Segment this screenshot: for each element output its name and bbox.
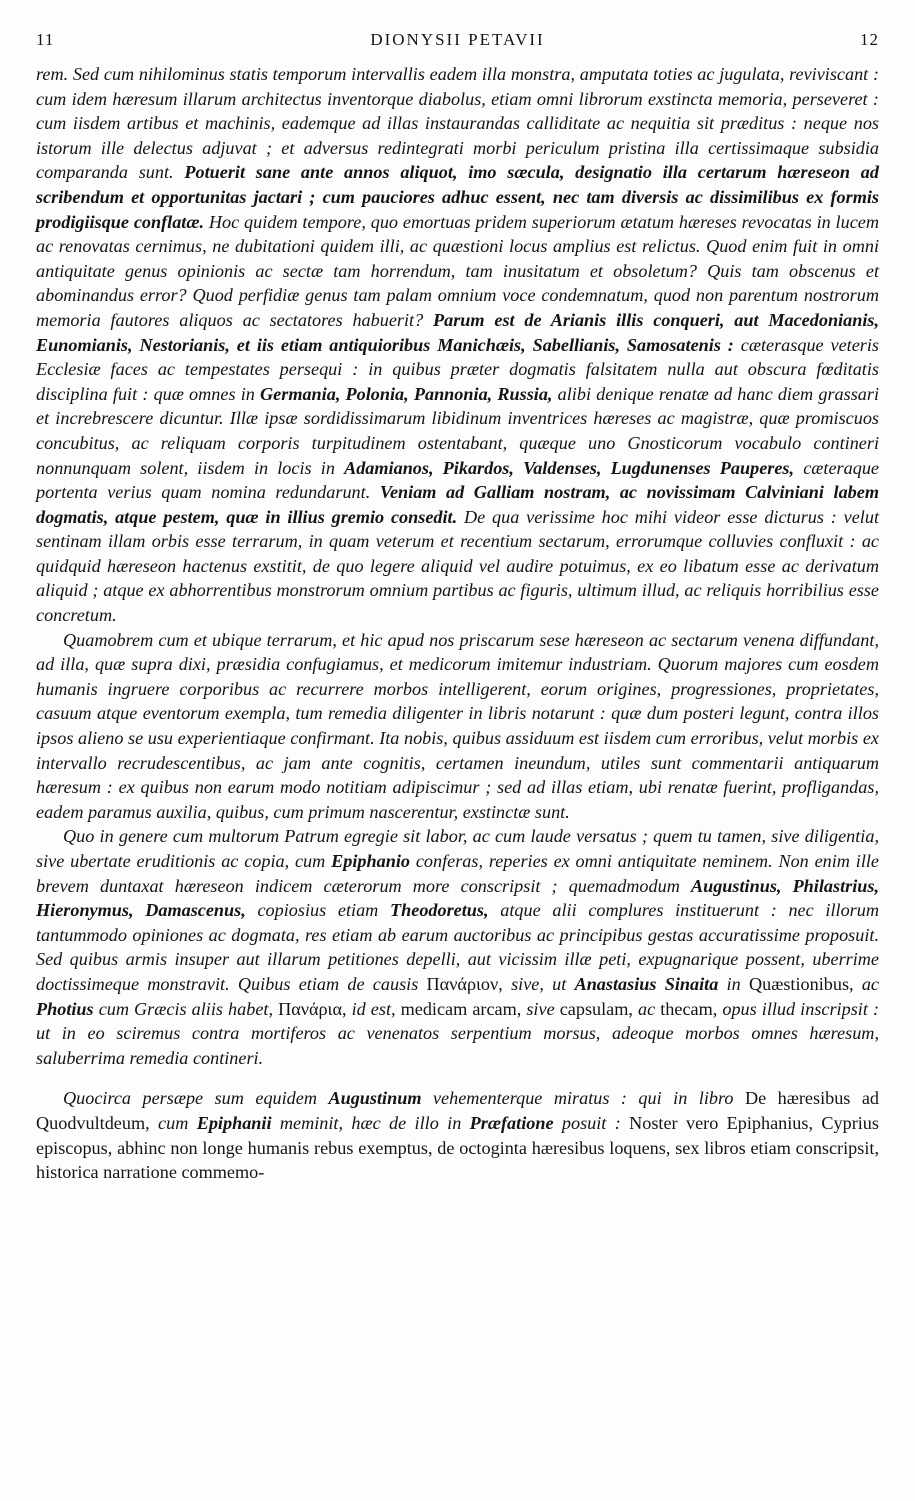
text-run: Πανάρια, <box>278 998 352 1019</box>
body-text <box>36 62 879 1185</box>
text-run: ac <box>861 973 879 994</box>
text-run: thecam, <box>660 998 723 1019</box>
text-run: cum Græcis aliis habet, <box>98 998 279 1019</box>
text-run: Potuerit sane ante annos aliquot, imo sæcula, designatio illa certarum hæreseon ad scribendum et opportunitas jactari ; cum pauciores adhuc essent, nec tam diversis ac dissimilibus ex formis prodigiisque conflatæ. <box>36 162 879 232</box>
text-run: Theodoretus, <box>390 900 501 921</box>
text-run: cæterasque veteris Ecclesiæ faces ac tempestates persequi : in quibus præter dogmatis falsitatem nulla aut obscura fœditatis disciplina fuit : quæ omnes in <box>36 334 879 404</box>
text-run: in <box>726 973 749 994</box>
text-run: Epiphanii <box>196 1112 280 1133</box>
text-run: Præfatione <box>469 1112 562 1133</box>
text-run: Hoc quidem tempore, quo emortuas pridem superiorum ætatum hæreses revocatas in lucem ac renovatas cernimus, ne dubitationi quidem illi, ac quæstioni locus amplius est relictus. <box>36 211 879 257</box>
text-run: copiosius etiam <box>257 900 391 921</box>
text-run: sive <box>526 998 560 1019</box>
text-run: Veniam ad Galliam nostram, ac novissimam Calviniani labem dogmatis, atque pestem, quæ in illius gremio consedit. <box>36 482 879 527</box>
text-run: De hæresibus ad Quodvultdeum, <box>36 1088 880 1133</box>
page-number-left: 11 <box>36 30 55 49</box>
paragraph-2 <box>36 628 879 825</box>
text-run: Germania, Polonia, Pannonia, Russia, <box>260 383 558 404</box>
text-run: Quamobrem cum et ubique terrarum, et hic apud nos priscarum sese hæreseon ac sectarum venena diffundant, ad illa, quæ supra dixi, præsidia confugiamus, et medicorum imitemur industriam. Quorum majores cum eosdem humanis ingruere corporibus ac recurrere morbos intelligerent, eorum origines, progressiones, proprietates, casuum atque eventorum exempla, tum remedia diligenter in libris notarunt : quæ dum posteri legunt, contra illos ipsos alieno se usu experientiaque confirmant. Ita nobis, quibus assiduum est iisdem cum erroribus, velut morbis ex intervallo recrudescentibus, ac jam ante cognitis, certamen ineundum, utiles sunt commentarii antiquarum hæresum : ex quibus non earum modo notitiam adipiscimur ; sed ad illas etiam, ubi renatæ fuerint, profligandas, eadem paramus auxilia, quibus, cum primum nascerentur, exstinctæ sunt. <box>36 629 879 822</box>
text-run: capsulam, <box>559 998 638 1019</box>
text-run: Noster vero Epiphanius, Cyprius episcopus, abhinc non longe humanis rebus exemptus, de octoginta hæresibus loquens, sex libros etiam conscripsit, historica narratione commemo- <box>36 1112 879 1183</box>
text-run: meminit, hæc de illo in <box>279 1112 470 1133</box>
text-run: Parum est de Arianis illis conqueri, aut Macedonianis, Eunomianis, Nestorianis, et iis etiam antiquioribus Manichæis, Sabellianis, Samosatenis : <box>36 309 879 355</box>
paragraph-4 <box>36 1086 879 1184</box>
text-run: Quæstionibus, <box>748 973 862 994</box>
text-run: Quod enim fuit in omni antiquitate genus opinionis ac sectæ tam horrendum, tam inusitatum et obsoletum? Quis tam obscenus et abominandus error? Quod perfidiæ genus tam palam omnium voce condemnatum, quod non parentum nostrorum memoria fautores aliquos ac sectatores habuerit? <box>36 236 880 330</box>
paragraph-1 <box>36 62 879 628</box>
text-run: Epiphanio <box>331 851 416 871</box>
text-run: alibi denique renatæ ad hanc diem grassari et increbrescere dicuntur. Illæ ipsæ sordidissimarum libidinum inventrices hæreses ac magistræ, quæ promiscuos concubitus, ac reliquam corporis turpitudinem ostentabant, quæque uno Gnosticorum vocabulo contineri nonnunquam solent, iisdem in locis in <box>36 383 879 478</box>
text-run: atque alii complures instituerunt : nec illorum tantummodo opiniones ac dogmata, res etiam ab earum auctoribus ac principibus gestas accuratissime proposuit. Sed quibus armis insuper aut illarum petitiones depelli, aut vicissim illæ peti, expugnarique possent, uberrime doctissimeque monstravit. Quibus etiam de causis <box>36 900 879 994</box>
text-run: id est, <box>351 998 401 1019</box>
text-run: rem. <box>36 64 73 84</box>
text-run: Sed cum nihilominus statis temporum intervallis eadem illa monstra, amputata toties ac jugulata, reviviscant : cum idem hæresum illarum architectus inventorque diabolus, etiam omni librorum exstincta memoria, perseveret : cum iisdem artibus et machinis, eademque ad illas instaurandas calliditate ac nequitia sit præditus : neque nos istorum ille delectus adjuvat ; et adversus redintegrati morbi periculum pristina illa certissimaque subsidia comparanda sunt. <box>36 64 880 183</box>
text-run: Adamianos, Pikardos, Valdenses, Lugdunenses Pauperes, <box>344 457 804 478</box>
text-run: Anastasius Sinaita <box>574 973 727 994</box>
text-run: Photius <box>36 998 99 1019</box>
page-number-right: 12 <box>860 30 879 49</box>
text-run: Quocirca persæpe sum equidem <box>63 1088 329 1109</box>
text-run: opus illud inscripsit : ut in eo sciremus contra mortiferos ac venenatos serpentium morsus, adeoque morbos omnes hæresum, saluberrima remedia contineri. <box>36 998 880 1068</box>
text-run: sive, ut <box>511 973 575 994</box>
text-run: Augustinum <box>328 1088 433 1109</box>
text-run: cum <box>158 1112 197 1133</box>
running-title: DIONYSII PETAVII <box>370 30 545 49</box>
text-run: cæteraque portenta verius quam nomina redundarunt. <box>36 457 879 503</box>
text-run: posuit : <box>561 1112 630 1133</box>
text-run: conferas, reperies ex omni antiquitate neminem. Non enim ille brevem duntaxat hæreseon indicem cæterorum more conscripsit ; quemadmodum <box>36 851 880 896</box>
text-run: Quo in genere cum multorum Patrum egregie sit labor, ac cum laude versatus ; quem tu tamen, sive diligentia, sive ubertate eruditionis ac copia, cum <box>36 826 879 871</box>
text-run: Πανάριον, <box>426 973 512 994</box>
text-run: medicam arcam, <box>400 998 527 1019</box>
text-run: vehementerque miratus : qui in libro <box>432 1088 745 1109</box>
running-header <box>36 30 879 58</box>
text-run: Augustinus, Philastrius, Hieronymus, Damascenus, <box>36 875 880 921</box>
text-run: De qua verissime hoc mihi videor esse dicturus : velut sentinam illam orbis esse terrarum, in quam veterum et recentium sectarum, errorumque colluvies confluxit : ac quidquid hæreseon hactenus exstitit, de quo legere aliquid vel audire potuimus, ex eo libatum esse ac derivatum aliquid ; atque ex abhorrentibus monstrorum omnium partibus ac figuris, ultimum illud, ac reliquis horribilius esse concretum. <box>36 506 879 626</box>
text-run: ac <box>638 998 661 1019</box>
paragraph-3 <box>36 824 879 1070</box>
